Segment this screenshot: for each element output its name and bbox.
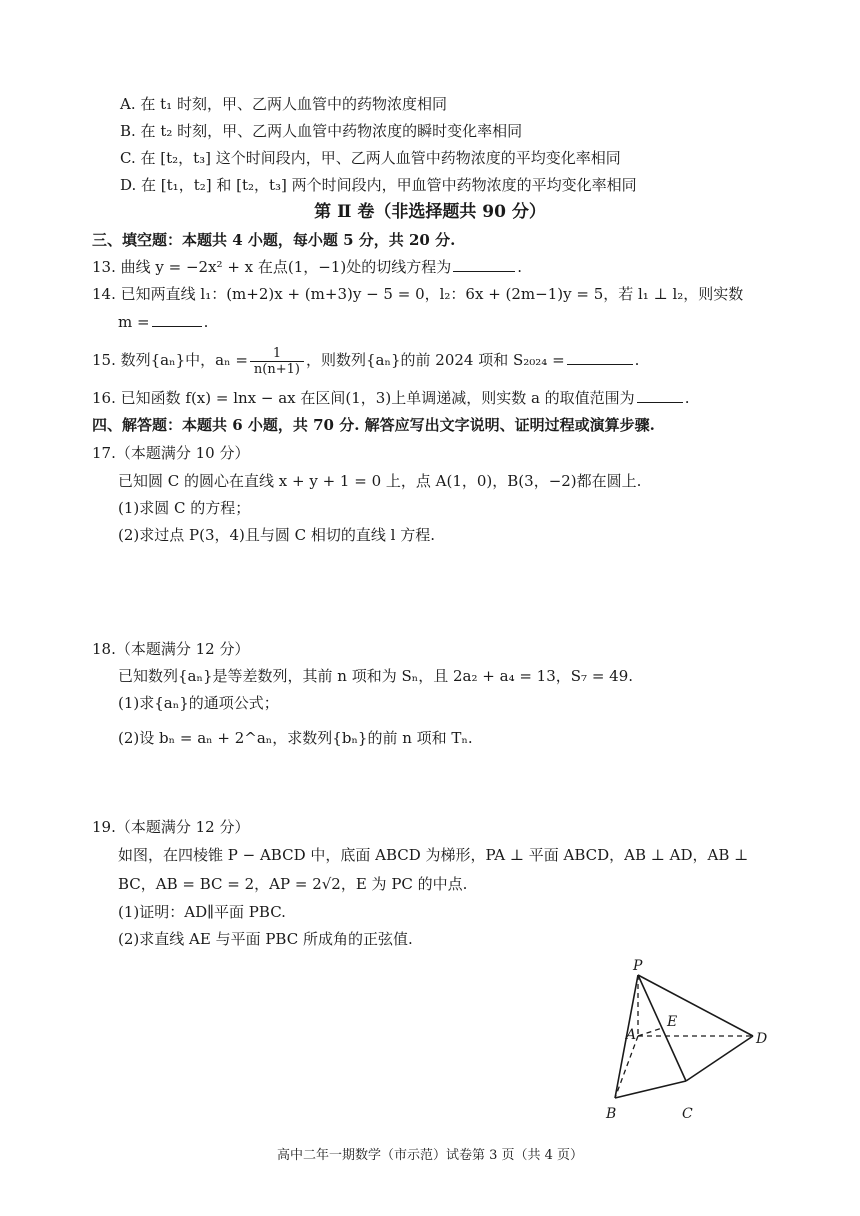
- q14-m: m =: [118, 313, 150, 331]
- q14-line2: [118, 312, 208, 332]
- part2-title: 第 Ⅱ 卷（非选择题共 90 分）: [314, 202, 546, 222]
- section3-title: 三、填空题：本题共 4 小题，每小题 5 分，共 20 分.: [92, 231, 456, 249]
- pyramid-figure: [590, 950, 780, 1130]
- q18-stem: 已知数列{aₙ}是等差数列，其前 n 项和为 Sₙ，且 2a₂ + a₄ = 13，S₇ = 49.: [118, 667, 634, 685]
- label-a: A: [626, 1027, 637, 1043]
- label-d: D: [756, 1031, 768, 1047]
- label-c: C: [682, 1106, 693, 1122]
- q18-part1: (1)求{aₙ}的通项公式；: [118, 694, 279, 712]
- q15-fraction: [250, 346, 304, 377]
- q15: [92, 340, 639, 380]
- q16-text: 16. 已知函数 f(x) = lnx − ax 在区间(1，3)上单调递减，则实数 a 的取值范围为: [92, 389, 635, 407]
- q16-end: .: [684, 389, 690, 407]
- label-p: P: [633, 958, 643, 974]
- q15-blank: [567, 350, 633, 365]
- q16: [92, 388, 689, 408]
- q14-line1: 14. 已知两直线 l₁：(m+2)x + (m+3)y − 5 = 0，l₂：6x + (2m−1)y = 5，若 l₁ ⊥ l₂，则实数: [92, 285, 744, 303]
- q18-part2: (2)设 bₙ = aₙ + 2^aₙ，求数列{bₙ}的前 n 项和 Tₙ.: [118, 729, 473, 747]
- label-b: B: [606, 1106, 617, 1122]
- q17-part1: (1)求圆 C 的方程；: [118, 499, 251, 517]
- section4-title: 四、解答题：本题共 6 小题，共 70 分. 解答应写出文字说明、证明过程或演算步骤.: [92, 416, 655, 434]
- option-c: C. 在 [t₂，t₃] 这个时间段内，甲、乙两人血管中药物浓度的平均变化率相同: [120, 149, 621, 167]
- q13-blank: [453, 257, 515, 272]
- q18-head: 18.（本题满分 12 分）: [92, 640, 250, 658]
- q19-stem-line2: BC，AB = BC = 2，AP = 2√2，E 为 PC 的中点.: [118, 875, 468, 893]
- q15-text-mid: ，则数列{aₙ}的前 2024 项和 S₂₀₂₄ =: [305, 351, 565, 369]
- q17-stem: 已知圆 C 的圆心在直线 x + y + 1 = 0 上，点 A(1，0)，B(3，−2)都在圆上.: [118, 472, 642, 490]
- q13-end: .: [517, 258, 523, 276]
- q17-head: 17.（本题满分 10 分）: [92, 444, 250, 462]
- option-a: A. 在 t₁ 时刻，甲、乙两人血管中的药物浓度相同: [120, 95, 447, 113]
- edge-ab-dashed: [615, 1036, 638, 1098]
- edge-bc: [615, 1081, 686, 1098]
- edge-cd: [686, 1036, 753, 1081]
- label-e: E: [667, 1014, 678, 1030]
- segment-ae-dashed: [638, 1028, 662, 1036]
- q15-text: 15. 数列{aₙ}中，aₙ =: [92, 351, 248, 369]
- q17-part2: (2)求过点 P(3，4)且与圆 C 相切的直线 l 方程.: [118, 526, 436, 544]
- q16-blank: [637, 388, 683, 403]
- q15-frac-num: 1: [250, 346, 304, 362]
- q15-end: .: [634, 351, 640, 369]
- edge-pd: [638, 975, 753, 1036]
- q14-blank: [152, 312, 202, 327]
- q19-part2: (2)求直线 AE 与平面 PBC 所成角的正弦值.: [118, 930, 413, 948]
- q19-head: 19.（本题满分 12 分）: [92, 818, 250, 836]
- option-d: D. 在 [t₁，t₂] 和 [t₂，t₃] 两个时间段内，甲血管中药物浓度的平均变化率相同: [120, 176, 637, 194]
- page-footer: 高中二年一期数学（市示范）试卷第 3 页（共 4 页）: [276, 1148, 584, 1163]
- q13-text: 13. 曲线 y = −2x² + x 在点(1，−1)处的切线方程为: [92, 258, 452, 276]
- q15-frac-den: n(n+1): [253, 361, 300, 377]
- edge-pc: [638, 975, 686, 1081]
- q19-stem-line1: 如图，在四棱锥 P − ABCD 中，底面 ABCD 为梯形，PA ⊥ 平面 ABCD，AB ⊥ AD，AB ⊥: [118, 846, 749, 864]
- q13: [92, 257, 522, 277]
- q14-end: .: [203, 313, 209, 331]
- option-b: B. 在 t₂ 时刻，甲、乙两人血管中药物浓度的瞬时变化率相同: [120, 122, 523, 140]
- q19-part1: (1)证明：AD∥平面 PBC.: [118, 903, 286, 921]
